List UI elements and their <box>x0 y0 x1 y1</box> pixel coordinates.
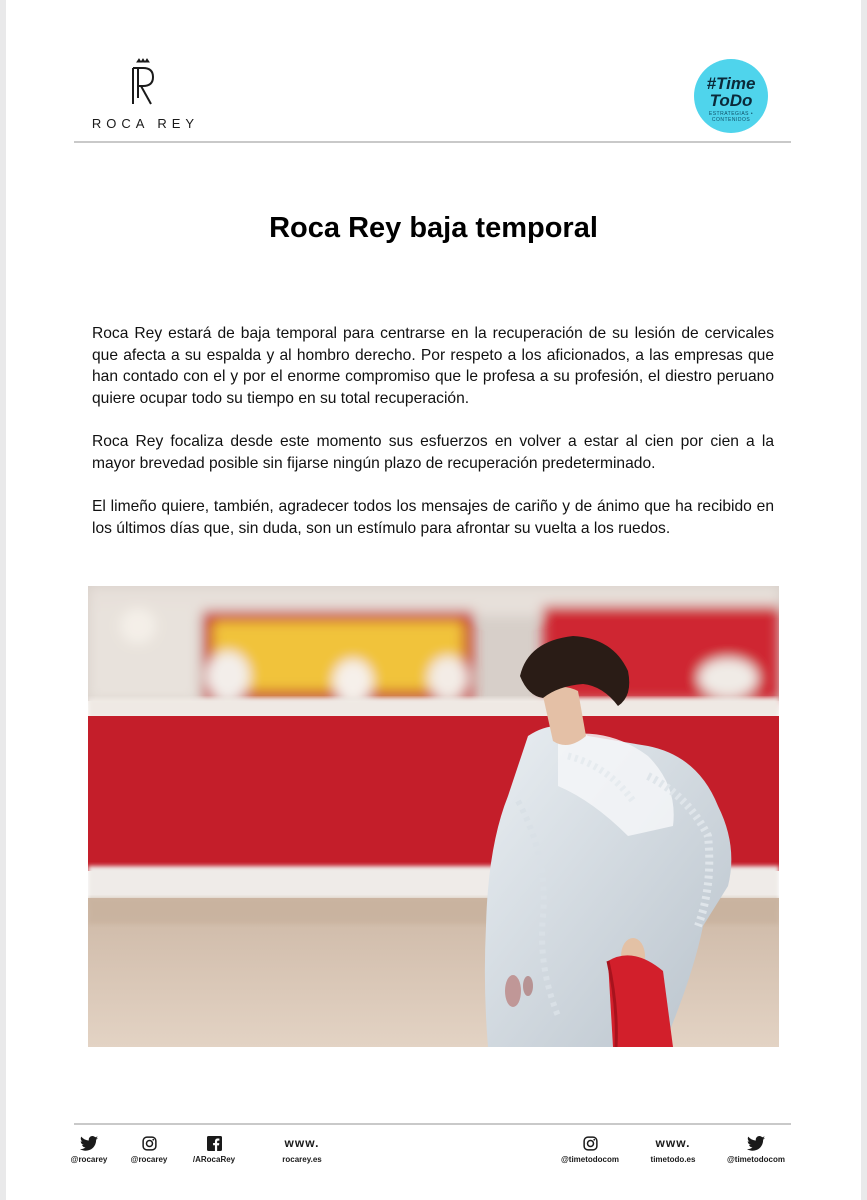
facebook-icon <box>179 1134 249 1152</box>
header-divider <box>74 141 791 143</box>
logo-text: ROCA REY <box>91 116 200 131</box>
badge-line-2: ToDo <box>709 91 753 110</box>
www-label: www. <box>284 1136 320 1150</box>
paragraph: Roca Rey estará de baja temporal para centrarse en la recuperación de su lesión de cervicales que afecta a su espalda y al hombro derecho. Por respeto a los aficionados, a las empresas que han contado con el y por el enorme compromiso que le profesa a su profesión, el diestro peruano quiere ocupar todo su tiempo en su total recuperación. <box>92 325 774 407</box>
page-title: Roca Rey baja temporal <box>269 212 598 244</box>
badge-line-3: ESTRATEGIAS • CONTENIDOS <box>708 111 754 123</box>
footer-divider <box>74 1123 791 1125</box>
footer-instagram-rocarey[interactable] <box>114 1134 184 1164</box>
footer-web-rocarey[interactable] <box>267 1134 337 1164</box>
twitter-icon <box>721 1134 791 1152</box>
badge-line-1: #Time <box>706 74 756 93</box>
www-label: www. <box>655 1136 691 1150</box>
footer-instagram-timetodo[interactable] <box>555 1134 625 1164</box>
paragraph: El limeño quiere, también, agradecer todos los mensajes de cariño y de ánimo que ha recibido en los últimos días que, sin duda, son un estímulo para afrontar su vuelta a los ruedos. <box>92 498 774 537</box>
instagram-icon <box>555 1134 625 1152</box>
roca-rey-logo <box>78 58 208 131</box>
footer-facebook-rocarey[interactable] <box>179 1134 249 1164</box>
timetodo-badge <box>694 59 768 133</box>
paragraph: Roca Rey focaliza desde este momento sus esfuerzos en volver a estar al cien por cien a la mayor brevedad posible sin fijarse ningún plazo de recuperación predeterminado. <box>92 433 774 472</box>
roca-rey-monogram-icon <box>125 58 161 108</box>
footer-label: @rocarey <box>70 1155 108 1164</box>
footer-label: /ARocaRey <box>192 1155 236 1164</box>
footer-label: @rocarey <box>130 1155 168 1164</box>
instagram-icon <box>114 1134 184 1152</box>
document-page <box>6 0 861 1200</box>
footer-label: @timetodocom <box>726 1155 786 1164</box>
article-body <box>92 323 774 561</box>
bullfighter-photo-image <box>88 586 779 1047</box>
footer-label: rocarey.es <box>282 1155 322 1164</box>
footer-label: @timetodocom <box>560 1155 620 1164</box>
footer-label: timetodo.es <box>650 1155 696 1164</box>
footer-web-timetodo[interactable] <box>638 1134 708 1164</box>
footer-twitter-timetodo[interactable] <box>721 1134 791 1164</box>
bullfighter-photo <box>88 586 779 1047</box>
